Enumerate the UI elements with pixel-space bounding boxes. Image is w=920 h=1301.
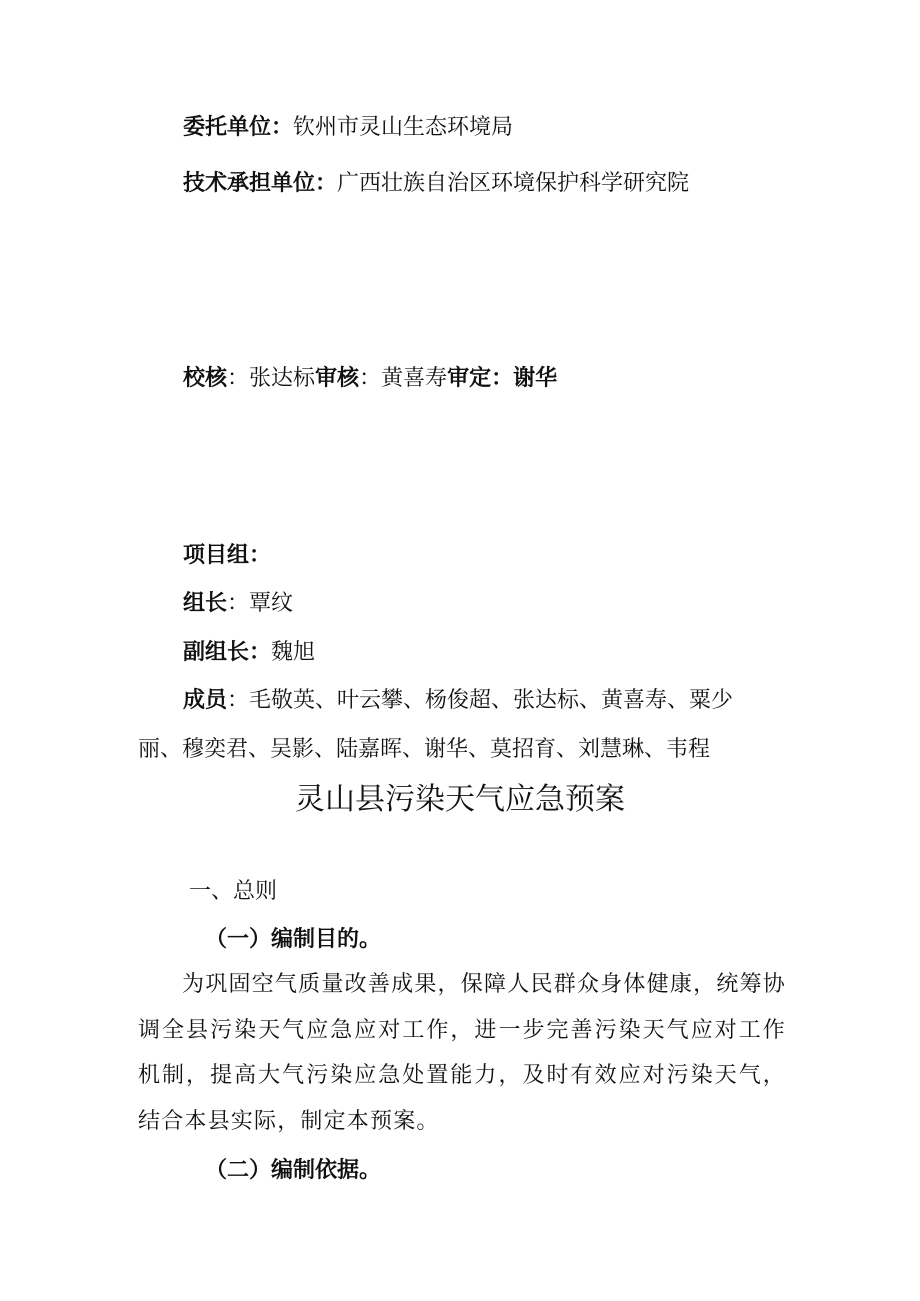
- document-title: 灵山县污染天气应急预案: [295, 782, 625, 817]
- audit-value: 黄喜寿: [381, 366, 448, 391]
- audit-label: 审核: [315, 366, 360, 391]
- leader-line: [183, 589, 293, 619]
- members-sep: ：: [227, 688, 250, 713]
- leader-value: 覃纹: [249, 591, 294, 616]
- approve-label: 审定：: [447, 366, 514, 391]
- tech-value: 广西壮族自治区环境保护科学研究院: [337, 171, 690, 196]
- team-title: 项目组：: [183, 543, 272, 568]
- client-line: [183, 113, 513, 143]
- deputy-label: 副组长：: [183, 640, 272, 665]
- check-label: 校核: [183, 366, 228, 391]
- check-sep: ：: [227, 366, 250, 391]
- deputy-value: 魏旭: [271, 640, 316, 665]
- purpose-paragraph: 为巩固空气质量改善成果，保障人民群众身体健康，统筹协调全县污染天气应急应对工作，进一步完善污染天气应对工作机制，提高大气污染应急处置能力，及时有效应对污染天气，结合本县实际，制定本预案。: [138, 972, 786, 1134]
- section-general: 一、总则: [189, 879, 278, 904]
- leader-sep: ：: [227, 591, 250, 616]
- review-line: [183, 364, 557, 394]
- leader-label: 组长: [183, 591, 228, 616]
- deputy-line: [183, 638, 315, 668]
- approve-value: 谢华: [513, 366, 558, 391]
- check-value: 张达标: [249, 366, 316, 391]
- client-value: 钦州市灵山生态环境局: [293, 115, 514, 140]
- audit-sep: ：: [359, 366, 382, 391]
- members-line-2: 丽、穆奕君、吴影、陆嘉晖、谢华、莫招育、刘慧琳、韦程: [138, 737, 711, 762]
- subsection-basis: （二）编制依据。: [205, 1157, 382, 1183]
- members-list-1: 毛敬英、叶云攀、杨俊超、张达标、黄喜寿、粟少: [249, 688, 734, 713]
- tech-label: 技术承担单位：: [183, 171, 338, 196]
- subsection-purpose: （一）编制目的。: [205, 926, 382, 952]
- members-label: 成员: [183, 688, 228, 713]
- members-line-1: [183, 686, 733, 716]
- tech-line: [183, 169, 689, 199]
- client-label: 委托单位：: [183, 115, 294, 140]
